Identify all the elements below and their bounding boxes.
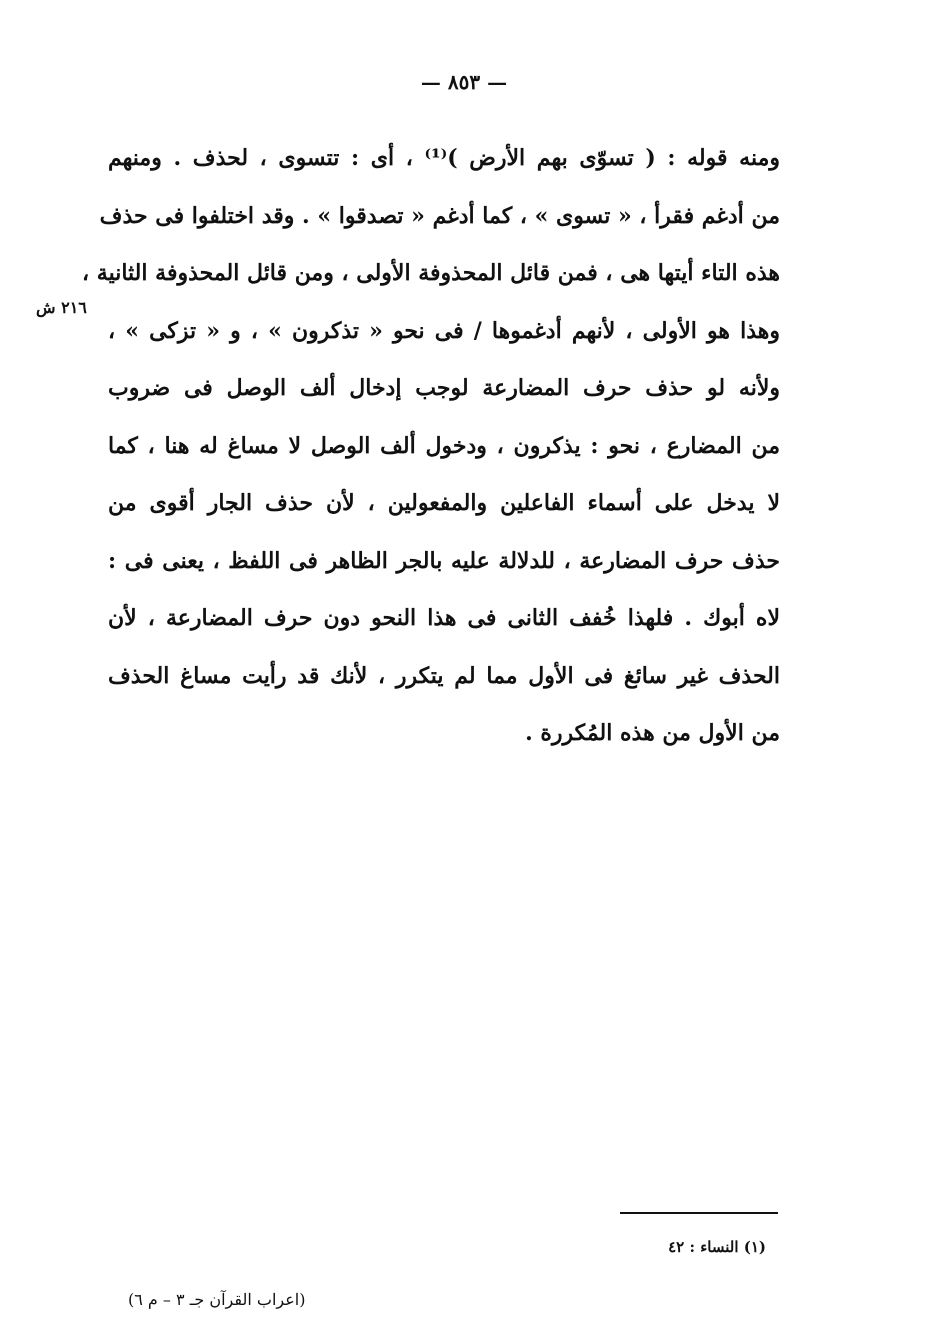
- text-line: هذه التاء أيتها هى ، فمن قائل المحذوفة الأولى ، ومن قائل المحذوفة الثانية ،: [82, 260, 780, 286]
- page-number: — ٨٥٣ —: [420, 70, 508, 94]
- text-line: من المضارع ، نحو : يذكرون ، ودخول ألف الوصل لا مساغ له هنا ، كما: [108, 432, 780, 459]
- text-line: وهذا هو الأولى ، لأنهم أدغموها / فى نحو « تذكرون » ، و « تزكى » ،: [108, 317, 780, 344]
- text-line: من أدغم فقرأ ، « تسوى » ، كما أدغم « تصدقوا » . وقد اختلفوا فى حذف: [99, 202, 780, 229]
- margin-note: ٢١٦ ش: [36, 298, 87, 317]
- footnote-divider: [620, 1212, 778, 1214]
- footnote: (١) النساء : ٤٢: [668, 1238, 766, 1256]
- text-line: الحذف غير سائغ فى الأول مما لم يتكرر ، لأنك قد رأيت مساغ الحذف: [108, 662, 780, 689]
- text-line: حذف حرف المضارعة ، للدلالة عليه بالجر الظاهر فى اللفظ ، يعنى فى :: [108, 547, 780, 574]
- text-line: لا يدخل على أسماء الفاعلين والمفعولين ، لأن حذف الجار أقوى من: [108, 490, 780, 516]
- text-line: ومنه قوله : ( تسوّى بهم الأرض )⁽¹⁾ ، أى : تتسوى ، لحذف . ومنهم: [108, 145, 780, 171]
- text-line: ولأنه لو حذف حرف المضارعة لوجب إدخال ألف الوصل فى ضروب: [108, 375, 780, 401]
- body-text: [82, 130, 780, 763]
- printer-signature: (اعراب القرآن جـ ٣ – م ٦): [128, 1290, 306, 1309]
- text-line: لاه أبوك . فلهذا خُفف الثانى فى هذا النحو دون حرف المضارعة ، لأن: [108, 605, 780, 631]
- text-line: من الأول من هذه المُكررة .: [525, 720, 780, 746]
